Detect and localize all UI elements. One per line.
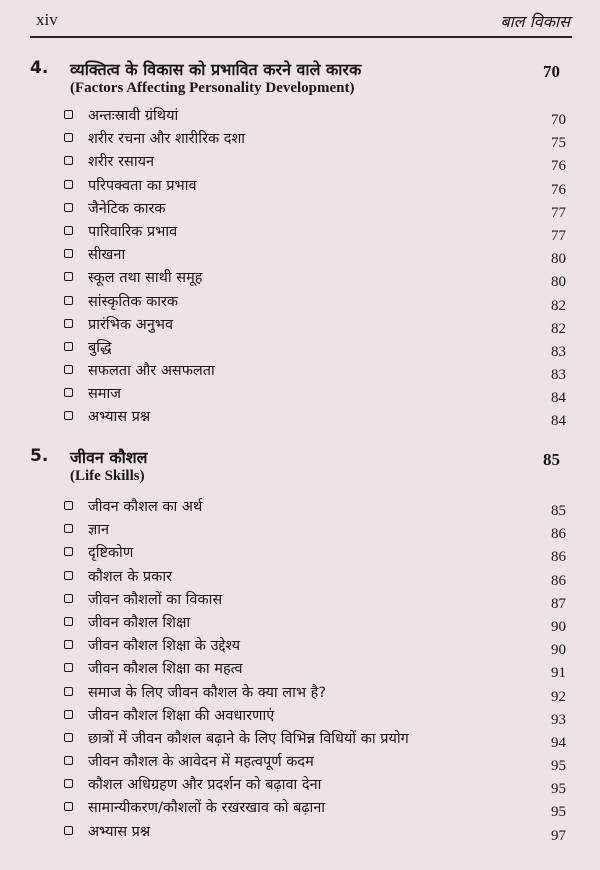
toc-entry-label: स्कूल तथा साथी समूह — [88, 270, 203, 287]
toc-entry-page: 93 — [551, 711, 566, 728]
toc-entry-page: 83 — [551, 343, 566, 360]
toc-entry — [62, 773, 566, 796]
checkbox-bullet-icon — [64, 756, 73, 765]
checkbox-bullet-icon — [64, 272, 73, 281]
toc-entry — [62, 197, 566, 220]
toc-entry — [62, 359, 566, 382]
toc-entry-page: 85 — [551, 503, 566, 519]
checkbox-bullet-icon — [64, 733, 73, 742]
toc-entry-label: सीखना — [88, 247, 126, 264]
page-number: xiv — [36, 10, 58, 29]
toc-entry-page: 86 — [551, 526, 566, 543]
toc-entry-page: 86 — [551, 572, 566, 589]
chapter-subtitle: (Factors Affecting Personality Development) — [70, 80, 355, 96]
checkbox-bullet-icon — [64, 617, 73, 626]
toc-entry-page: 82 — [551, 320, 566, 337]
checkbox-bullet-icon — [64, 180, 73, 189]
checkbox-bullet-icon — [64, 687, 73, 696]
toc-entry-page: 77 — [551, 204, 566, 221]
toc-entry-page: 76 — [551, 158, 566, 175]
toc-entry-label: ज्ञान — [88, 522, 110, 539]
toc-entry — [62, 518, 566, 541]
toc-entry-label: समाज के लिए जीवन कौशल के क्या लाभ है? — [88, 684, 327, 701]
toc-entry — [62, 727, 566, 750]
toc-entry-label: जीवन कौशल का अर्थ — [88, 499, 203, 515]
checkbox-bullet-icon — [64, 802, 73, 811]
chapter-page: 70 — [543, 62, 560, 81]
toc-entry-label: प्रारंभिक अनुभव — [88, 316, 174, 333]
toc-entry — [62, 290, 566, 313]
toc-entry-label: जैनेटिक कारक — [88, 200, 166, 217]
toc-entry-page: 75 — [551, 135, 566, 152]
toc-entry-label: जीवन कौशल शिक्षा का महत्व — [88, 661, 243, 678]
toc-entry-page: 82 — [551, 297, 566, 314]
toc-entry — [62, 611, 566, 634]
toc-entry-page: 90 — [551, 642, 566, 659]
checkbox-bullet-icon — [64, 388, 73, 397]
toc-entry-page: 80 — [551, 274, 566, 291]
toc-entry-page: 91 — [551, 665, 566, 682]
toc-entry — [62, 541, 566, 564]
toc-entry — [62, 127, 566, 150]
toc-entry — [62, 681, 566, 704]
toc-entry-label: सफलता और असफलता — [88, 363, 215, 380]
toc-entry-page: 84 — [551, 413, 566, 430]
toc-entry-label: अभ्यास प्रश्न — [88, 409, 151, 426]
toc-entry-label: छात्रों में जीवन कौशल बढ़ाने के लिए विभिन्न विधियों का प्रयोग — [88, 730, 409, 747]
toc-entry-page: 83 — [551, 367, 566, 384]
checkbox-bullet-icon — [64, 663, 73, 672]
checkbox-bullet-icon — [64, 524, 73, 533]
toc-entry — [62, 174, 566, 197]
toc-entry — [62, 796, 566, 819]
toc-entry-label: समाज — [88, 386, 121, 403]
toc-entry-label: जीवन कौशल के आवेदन में महत्वपूर्ण कदम — [88, 754, 314, 771]
toc-entry-label: कौशल अधिग्रहण और प्रदर्शन को बढ़ावा देना — [88, 777, 322, 794]
book-title: बाल विकास — [500, 12, 570, 31]
checkbox-bullet-icon — [64, 594, 73, 603]
checkbox-bullet-icon — [64, 365, 73, 374]
checkbox-bullet-icon — [64, 296, 73, 305]
toc-entry — [62, 657, 566, 680]
toc-entry-page: 90 — [551, 618, 566, 635]
toc-entry-page: 77 — [551, 227, 566, 244]
chapter-subtitle: (Life Skills) — [70, 468, 145, 484]
checkbox-bullet-icon — [64, 640, 73, 649]
toc-entry-label: सांस्कृतिक कारक — [88, 293, 179, 310]
toc-entry — [62, 634, 566, 657]
checkbox-bullet-icon — [64, 779, 73, 788]
checkbox-bullet-icon — [64, 547, 73, 556]
toc-entry-label: अन्तःस्रावी ग्रंथियां — [88, 108, 179, 124]
chapter-title: व्यक्तित्व के विकास को प्रभावित करने वाले कारक — [70, 60, 362, 79]
toc-entry — [62, 104, 566, 127]
toc-entry — [62, 382, 566, 405]
toc-entry-label: दृष्टिकोण — [88, 545, 134, 562]
page-header — [36, 10, 570, 34]
toc-entry-page: 86 — [551, 549, 566, 566]
toc-entry — [62, 220, 566, 243]
toc-entry — [62, 704, 566, 727]
checkbox-bullet-icon — [64, 342, 73, 351]
toc-entry-label: सामान्यीकरण/कौशलों के रखरखाव को बढ़ाना — [88, 800, 326, 817]
chapter-heading — [30, 446, 560, 490]
toc-entry-page: 97 — [551, 827, 566, 844]
toc-entry-page: 95 — [551, 758, 566, 775]
toc-entry-page: 76 — [551, 181, 566, 198]
chapter-number: 5. — [30, 446, 49, 466]
toc-entry — [62, 495, 566, 518]
toc-entry-label: जीवन कौशल शिक्षा के उद्देश्य — [88, 638, 241, 655]
toc-entry-page: 94 — [551, 734, 566, 751]
header-rule — [30, 36, 572, 38]
chapter-page: 85 — [543, 450, 560, 469]
toc-entry — [62, 336, 566, 359]
checkbox-bullet-icon — [64, 826, 73, 835]
checkbox-bullet-icon — [64, 319, 73, 328]
toc-entry-label: कौशल के प्रकार — [88, 568, 173, 585]
toc-entry-label: परिपक्वता का प्रभाव — [88, 177, 197, 194]
toc-entry-page: 70 — [551, 112, 566, 128]
toc-entry — [62, 313, 566, 336]
toc-entry-label: जीवन कौशलों का विकास — [88, 591, 223, 608]
toc-entry-label: शरीर रसायन — [88, 154, 155, 171]
checkbox-bullet-icon — [64, 156, 73, 165]
toc-entry — [62, 588, 566, 611]
toc-entry-page: 80 — [551, 251, 566, 268]
chapter-heading — [30, 58, 560, 102]
toc-entry-label: जीवन कौशल शिक्षा की अवधारणाएं — [88, 707, 275, 724]
toc-entry-label: शरीर रचना और शारीरिक दशा — [88, 131, 246, 148]
checkbox-bullet-icon — [64, 133, 73, 142]
chapter-title: जीवन कौशल — [70, 448, 148, 467]
toc-entry-page: 95 — [551, 804, 566, 821]
toc-entry — [62, 750, 566, 773]
toc-entry — [62, 150, 566, 173]
toc-entry — [62, 565, 566, 588]
toc-list — [62, 495, 566, 843]
toc-entry-label: जीवन कौशल शिक्षा — [88, 614, 191, 631]
checkbox-bullet-icon — [64, 710, 73, 719]
toc-entry-page: 92 — [551, 688, 566, 705]
checkbox-bullet-icon — [64, 411, 73, 420]
toc-entry-page: 87 — [551, 595, 566, 612]
checkbox-bullet-icon — [64, 501, 73, 510]
toc-list — [62, 104, 566, 429]
toc-entry-label: पारिवारिक प्रभाव — [88, 223, 178, 240]
toc-entry-page: 84 — [551, 390, 566, 407]
checkbox-bullet-icon — [64, 203, 73, 212]
toc-entry — [62, 266, 566, 289]
toc-entry — [62, 243, 566, 266]
toc-entry-label: अभ्यास प्रश्न — [88, 823, 151, 840]
toc-entry — [62, 820, 566, 843]
toc-entry-page: 95 — [551, 781, 566, 798]
toc-entry-label: बुद्धि — [88, 339, 112, 356]
chapter-number: 4. — [30, 58, 49, 78]
checkbox-bullet-icon — [64, 226, 73, 235]
checkbox-bullet-icon — [64, 110, 73, 119]
checkbox-bullet-icon — [64, 249, 73, 258]
toc-entry — [62, 405, 566, 428]
checkbox-bullet-icon — [64, 571, 73, 580]
